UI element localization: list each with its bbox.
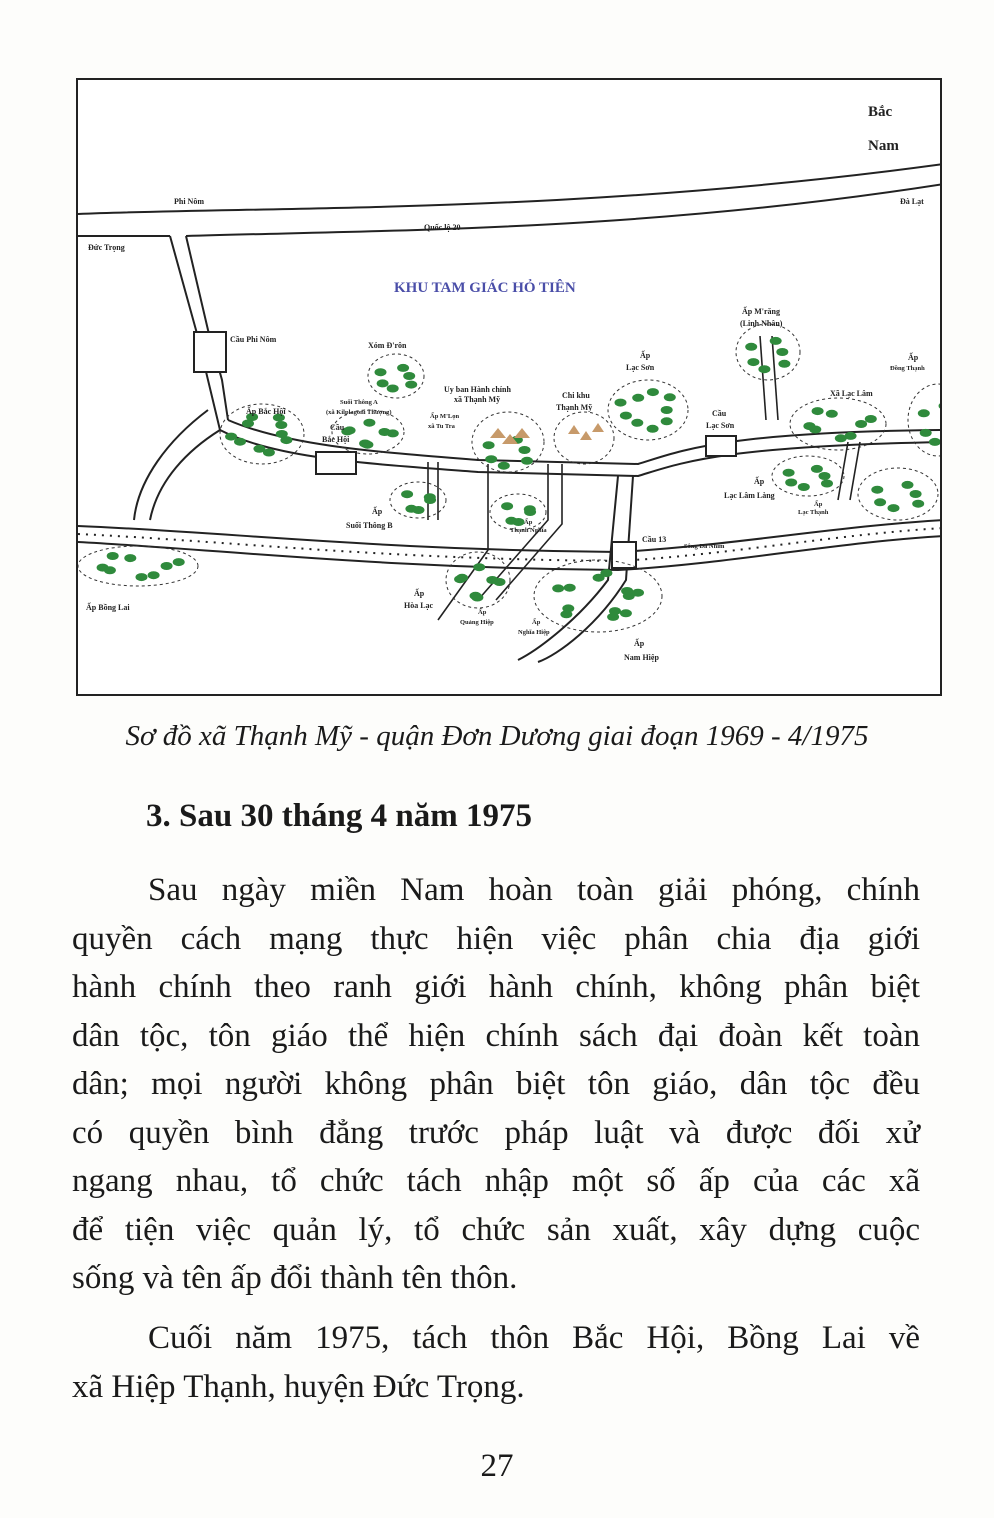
tree-icon [280,436,292,444]
national-road-inner [186,184,942,236]
tree-icon [498,462,510,470]
label-quang-hiep-2: Quảng Hiệp [460,619,494,626]
highway-label: Quốc lộ 20 [424,223,461,232]
map-figure [76,78,942,696]
paragraph-line: sống và tên ấp đổi thành tên thôn. [72,1260,518,1296]
label-suoi-thong-b-1: Ấp [372,507,383,516]
tree-icon [344,426,356,434]
label-suoi-thong-a-1: Suối Thông A [340,399,378,406]
tree-icon [632,589,644,597]
label-nam-hiep-1: Ấp [634,639,645,648]
label-quang-hiep-1: Ấp [478,609,487,616]
label-lac-thanh-2: Lạc Thạnh [798,509,829,516]
tree-icon [521,457,533,465]
tree-icon [661,406,673,414]
bridge-phi-nom [194,332,226,372]
tree-icon [377,379,389,387]
tree-icon [661,417,673,425]
tree-icon [609,607,621,615]
tree-icon [912,500,924,508]
label-cau-13: Cầu 13 [642,535,667,544]
tree-icon [812,407,824,415]
river [78,520,942,552]
tree-icon [888,504,900,512]
label-lac-lam-lang-2: Lạc Lâm Làng [724,491,775,500]
map-drawing [78,80,942,696]
tree-icon [403,372,415,380]
tree-icon [918,409,930,417]
paragraph-line: dân; mọi người không phân biệt tôn giáo, dân tộc đều [72,1066,920,1102]
tree-icon [776,348,788,356]
tree-icon [939,402,943,410]
tree-icon [173,558,185,566]
tree-icon [513,518,525,526]
paragraph-line: Cuối năm 1975, tách thôn Bắc Hội, Bồng Lai về [148,1320,920,1356]
tree-icon [405,381,417,389]
label-song-da-nhim: Sông Đa Nhim [684,543,725,550]
label-cau-lac-son-2: Lạc Sơn [706,421,735,430]
label-mlon-1: Ấp M'Lọn [430,413,460,420]
tree-icon [519,446,531,454]
tree-icon [920,429,932,437]
tree-icon [798,483,810,491]
tree-icon [785,479,797,487]
paragraph-1 [72,866,920,1303]
tree-icon [359,440,371,448]
tree-icon [621,587,633,595]
label-thanh-nghia-2: Thạnh Nghĩa [510,527,547,534]
label-bong-lai: Ấp Bồng Lai [86,603,130,612]
tree-icon [632,394,644,402]
tree-icon [758,365,770,373]
tree-icon [770,337,782,345]
page-number: 27 [480,1448,514,1484]
tree-icon [501,502,513,510]
paragraph-line: có quyền bình đẳng trước pháp luật và được đối xử [72,1114,920,1151]
label-suoi-thong-b-2: Suối Thông B [346,521,393,530]
label-mrang-2: (Linh Nhân) [740,319,783,328]
label-bac-hoi: Ấp Bắc Hội [246,407,286,416]
label-xom-dron: Xóm Đ'rôn [368,341,407,350]
da-lat-label: Đà Lạt [900,197,924,206]
label-mrang-1: Ấp M'răng [742,307,780,316]
tree-icon [253,445,265,453]
tree-icon [745,343,757,351]
tree-icon [620,412,632,420]
tree-icon [473,563,485,571]
label-cau-phi-nom: Cầu Phi Nôm [230,335,277,344]
tree-icon [826,410,838,418]
duc-trong-label: Đức Trọng [88,243,125,252]
tree-icon [275,421,287,429]
paragraph-line: quyền cách mạng thực hiện việc phân chia địa giới [72,920,920,957]
tree-icon [874,498,886,506]
tree-icon [647,425,659,433]
label-uy-ban-2: xã Thạnh Mỹ [454,395,501,404]
tree-icon [664,393,676,401]
tree-icon [819,472,831,480]
tree-icon [401,490,413,498]
label-nam-hiep-2: Nam Hiệp [624,653,659,662]
tree-icon [494,578,506,586]
phi-nom-label: Phi Nôm [174,197,204,206]
tree-icon [855,420,867,428]
tree-icon [560,610,572,618]
tree-icon [456,574,468,582]
label-lac-son-2: Lạc Sơn [626,363,655,372]
tree-icon [107,552,119,560]
label-suoi-thong-a-2: (xã Kilplagoni Thượng) [326,409,392,416]
tree-icon [902,481,914,489]
tree-icon [811,465,823,473]
label-hoa-lac-1: Ấp [414,589,425,598]
tree-icon [631,419,643,427]
tree-icon [778,360,790,368]
zone-title: KHU TAM GIÁC HỎ TIÊN [394,280,576,296]
tree-icon [783,469,795,477]
bridge-bac-hoi [316,452,356,474]
tree-icon [397,364,409,372]
label-cau-bac-hoi-2: Bắc Hội [322,435,350,444]
tree-icon [375,368,387,376]
tree-icon [910,490,922,498]
label-cau-lac-son-1: Cầu [712,409,727,418]
tree-icon [363,419,375,427]
tree-icon [620,609,632,617]
tree-icon [593,574,605,582]
tree-icon [552,584,564,592]
label-lac-lam-lang-1: Ấp [754,477,765,486]
tree-icon [161,562,173,570]
tree-icon [524,505,536,513]
tree-icon [747,358,759,366]
north-label: Bắc [868,104,893,120]
building-markers [490,423,604,444]
paragraph-line: xã Hiệp Thạnh, huyện Đức Trọng. [72,1368,525,1405]
tree-icon [387,385,399,393]
label-uy-ban-1: Uy ban Hành chính [444,385,511,394]
label-nghia-hiep-2: Nghĩa Hiệp [518,629,550,636]
paragraph-line: để tiện việc quản lý, tổ chức sản xuất, xây dựng cuộc [72,1211,920,1248]
national-road [78,164,942,214]
label-hoa-lac-2: Hòa Lạc [404,601,434,610]
label-thanh-nghia-1: Ấp [524,519,533,526]
label-chi-khu-1: Chi khu [562,391,590,400]
tree-icon [865,415,877,423]
tree-icon [225,433,237,441]
tree-icon [413,506,425,514]
tree-icon [124,554,136,562]
figure-caption: Sơ đồ xã Thạnh Mỹ - quận Đơn Dương giai đoạn 1969 - 4/1975 [125,720,869,752]
label-cau-bac-hoi-1: Cầu [330,423,345,432]
tree-icon [929,438,941,446]
tree-icon [424,493,436,501]
tree-icon [564,584,576,592]
label-mlon-2: xã Tu Tra [428,423,455,430]
label-lac-son-1: Ấp [640,351,651,360]
label-dong-thanh-2: Đồng Thạnh [890,365,925,372]
south-label: Nam [868,138,899,154]
section-heading: 3. Sau 30 tháng 4 năm 1975 [146,798,532,834]
tree-icon [615,399,627,407]
label-lac-thanh-1: Ấp [814,501,823,508]
tree-icon [809,426,821,434]
tree-icon [483,441,495,449]
tree-icon [845,432,857,440]
tree-icon [821,480,833,488]
tree-icon [647,388,659,396]
tree-icon [871,486,883,494]
label-nghia-hiep-1: Ấp [532,619,541,626]
label-xa-lac-lam: Xã Lạc Lâm [830,389,873,398]
tree-icon [485,455,497,463]
tree-icon [148,571,160,579]
paragraph-line: dân tộc, tôn giáo thể hiện chính sách đại đoàn kết toàn [72,1017,920,1054]
paragraph-line: Sau ngày miền Nam hoàn toàn giải phóng, chính [148,872,920,908]
label-chi-khu-2: Thạnh Mỹ [556,403,593,412]
paragraph-line: ngang nhau, tổ chức tách nhập một số ấp của các xã [72,1163,920,1199]
label-dong-thanh-1: Ấp [908,353,919,362]
tree-icon [136,573,148,581]
paragraph-2 [72,1314,920,1411]
bridge-lac-son [706,436,736,456]
tree-icon [387,429,399,437]
tree-markers [97,337,942,621]
bridge-13 [612,542,636,568]
tree-icon [470,592,482,600]
paragraph-line: hành chính theo ranh giới hành chính, không phân biệt [72,969,920,1005]
tree-icon [104,566,116,574]
